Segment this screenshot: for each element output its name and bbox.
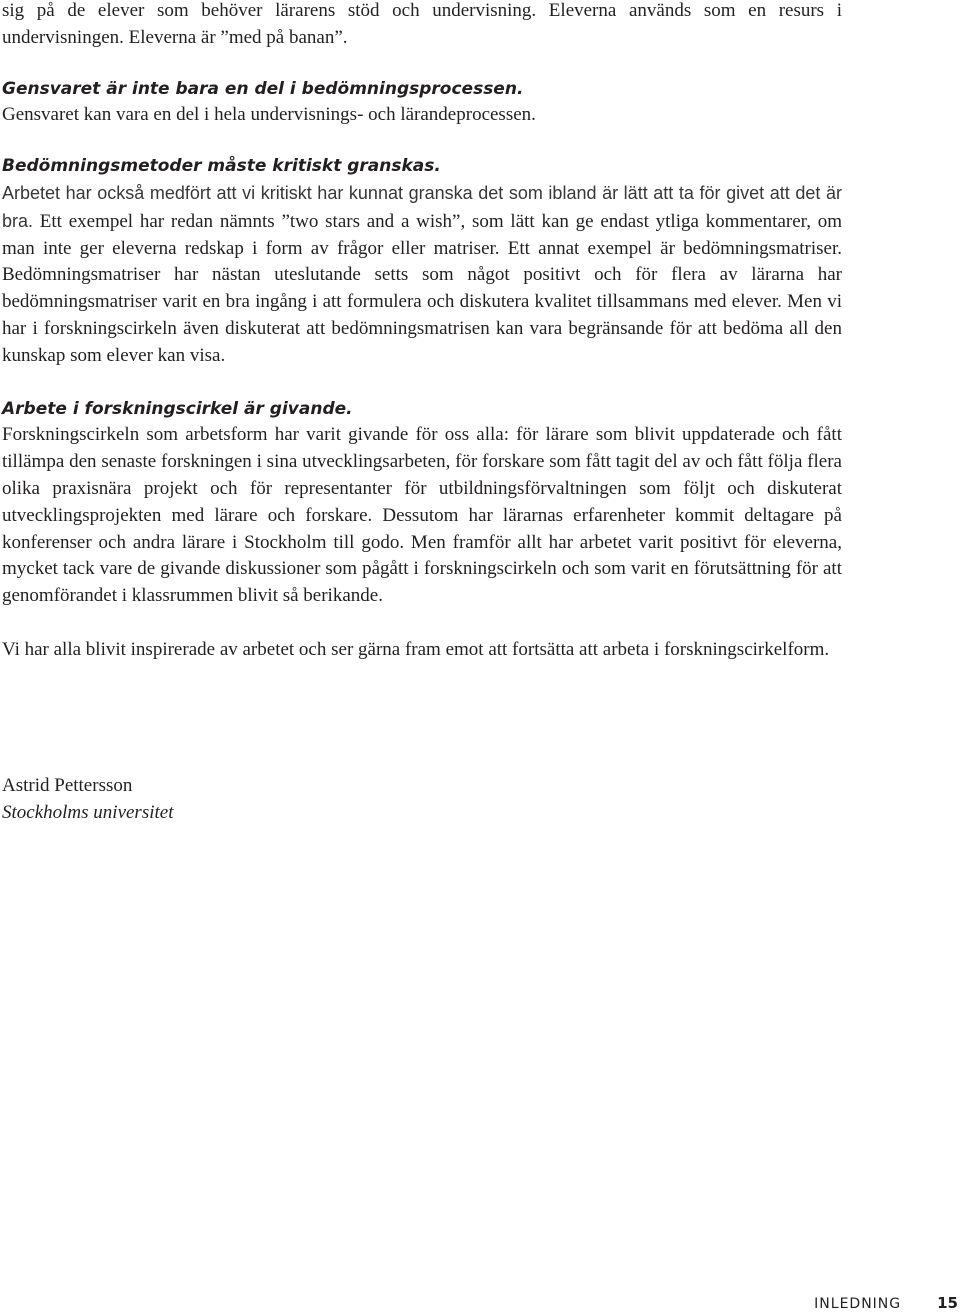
section-heading-forskningscirkel: Arbete i forskningscirkel är givande. bbox=[2, 398, 353, 419]
closing-paragraph: Vi har alla blivit inspirerade av arbetet och ser gärna fram emot att fortsätta att arbeta i forskningscirkelform. bbox=[2, 638, 830, 660]
author-name: Astrid Pettersson bbox=[2, 775, 133, 796]
signature-block bbox=[2, 772, 174, 826]
page-footer bbox=[814, 1294, 958, 1312]
section-body-bedomningsmetoder bbox=[2, 180, 842, 370]
section-body-gensvaret: Gensvaret kan vara en del i hela undervisnings- och lärandeprocessen. bbox=[2, 104, 536, 126]
section-heading-bedomningsmetoder: Bedömningsmetoder måste kritiskt granskas. bbox=[2, 156, 441, 177]
section-body-serif-part: Ett exempel har redan nämnts ”two stars and a wish”, som lätt kan ge endast ytliga kommentarer, om man inte ger eleverna redskap i form av frågor eller matriser. Ett annat exempel är bedömningsmatriser. Bedömningsmatriser har nästan uteslutande setts som något positivt och för flera av lärarna har bedömningsmatriser varit en bra ingång i att formulera och diskutera kvalitet tillsammans med elever. Men vi har i forskningscirkeln även diskuterat att bedömningsmatrisen kan vara begränsande för att bedöma all den kunskap som elever kan visa. bbox=[2, 210, 842, 366]
text-column bbox=[2, 0, 842, 664]
footer-section-label: INLEDNING bbox=[814, 1296, 902, 1312]
author-affiliation: Stockholms universitet bbox=[2, 802, 174, 823]
intro-paragraph: sig på de elever som behöver lärarens stöd och undervisning. Eleverna används som en resurs i undervisningen. Eleverna är ”med på banan”. bbox=[2, 0, 842, 48]
page-number: 15 bbox=[937, 1294, 958, 1312]
section-body-sans-part: Arbetet har också medfört att vi kritiskt har kunnat granska det som ibland är lätt att ta för givet att det är bra. bbox=[2, 182, 842, 231]
section-heading-gensvaret: Gensvaret är inte bara en del i bedömningsprocessen. bbox=[2, 78, 524, 99]
section-body-forskningscirkel: Forskningscirkeln som arbetsform har varit givande för oss alla: för lärare som blivit uppdaterade och fått tillämpa den senaste forskningen i sina utvecklingsarbeten, för forskare som fått tagit del av och fått följa flera olika praxisnära projekt och för representanter för utbildningsförvaltningen som följt och diskuterat utvecklingsprojekten med lärare och forskare. Dessutom har lärarnas erfarenheter kommit deltagare på konferenser och andra lärare i Stockholm till godo. Men framför allt har arbetet varit positivt för eleverna, mycket tack vare de givande diskussioner som pågått i forskningscirkeln och som varit en förutsättning för att genomförandet i klassrummen blivit så berikande. bbox=[2, 424, 842, 607]
